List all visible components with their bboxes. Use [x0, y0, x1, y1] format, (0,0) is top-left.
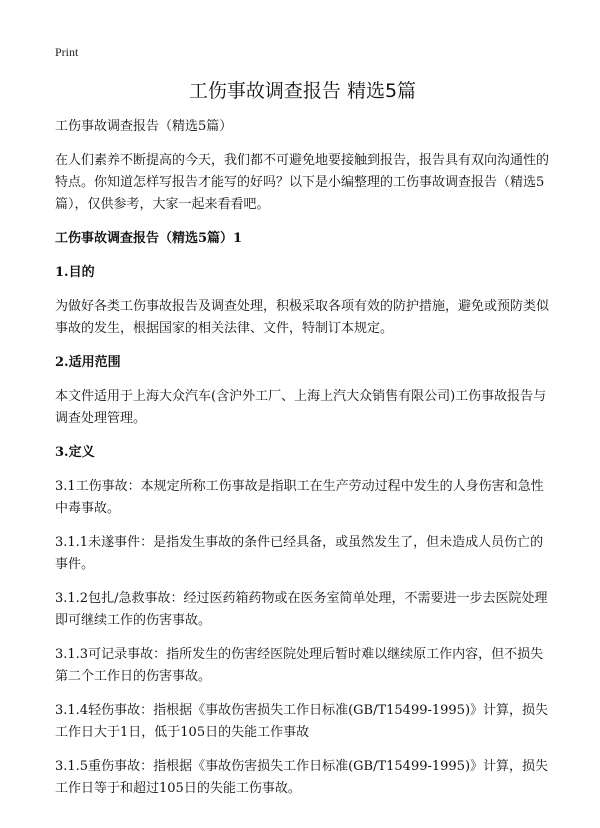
- section-heading-scope: 2.适用范围: [55, 355, 121, 370]
- definition-paragraph-3-1-4: 3.1.4轻伤事故：指根据《事故伤害损失工作日标准(GB/T15499-1995)》计算，损失工作日大于1日，低于105日的失能工作事故: [55, 703, 549, 740]
- section-heading-definitions: 3.定义: [55, 445, 95, 460]
- section-heading-purpose: 1.目的: [55, 265, 95, 280]
- page-title: 工伤事故调查报告 精选5篇: [188, 80, 417, 102]
- definition-paragraph-3-1: 3.1工伤事故：本规定所称工伤事故是指职工在生产劳动过程中发生的人身伤害和急性中毒事故。: [55, 479, 544, 516]
- part-heading: 工伤事故调查报告（精选5篇）1: [55, 231, 243, 246]
- definition-paragraph-3-1-2: 3.1.2包扎/急救事故：经过医药箱药物或在医务室简单处理，不需要进一步去医院处理即可继续工作的伤害事故。: [55, 591, 548, 628]
- definition-paragraph-3-1-3: 3.1.3可记录事故：指所发生的伤害经医院处理后暂时难以继续原工作内容，但不损失第二个工作日的伤害事故。: [55, 647, 544, 684]
- document-subtitle: 工伤事故调查报告（精选5篇）: [55, 119, 233, 134]
- scope-paragraph: 本文件适用于上海大众汽车(含沪外工厂、上海上汽大众销售有限公司)工伤事故报告与调查处理管理。: [55, 389, 547, 426]
- purpose-paragraph: 为做好各类工伤事故报告及调查处理，积极采取各项有效的防护措施，避免或预防类似事故的发生，根据国家的相关法律、文件，特制订本规定。: [55, 299, 550, 336]
- intro-paragraph: 在人们素养不断提高的今天，我们都不可避免地要接触到报告，报告具有双向沟通性的特点。你知道怎样写报告才能写的好吗？以下是小编整理的工伤事故调查报告（精选5篇），仅供参考，大家一起来看看吧。: [55, 153, 550, 212]
- definition-paragraph-3-1-1: 3.1.1未遂事件：是指发生事故的条件已经具备，或虽然发生了，但未造成人员伤亡的事件。: [55, 535, 544, 572]
- definition-paragraph-3-1-5: 3.1.5重伤事故：指根据《事故伤害损失工作日标准(GB/T15499-1995)》计算，损失工作日等于和超过105日的失能工伤事故。: [55, 759, 549, 796]
- print-link[interactable]: Print: [55, 45, 79, 59]
